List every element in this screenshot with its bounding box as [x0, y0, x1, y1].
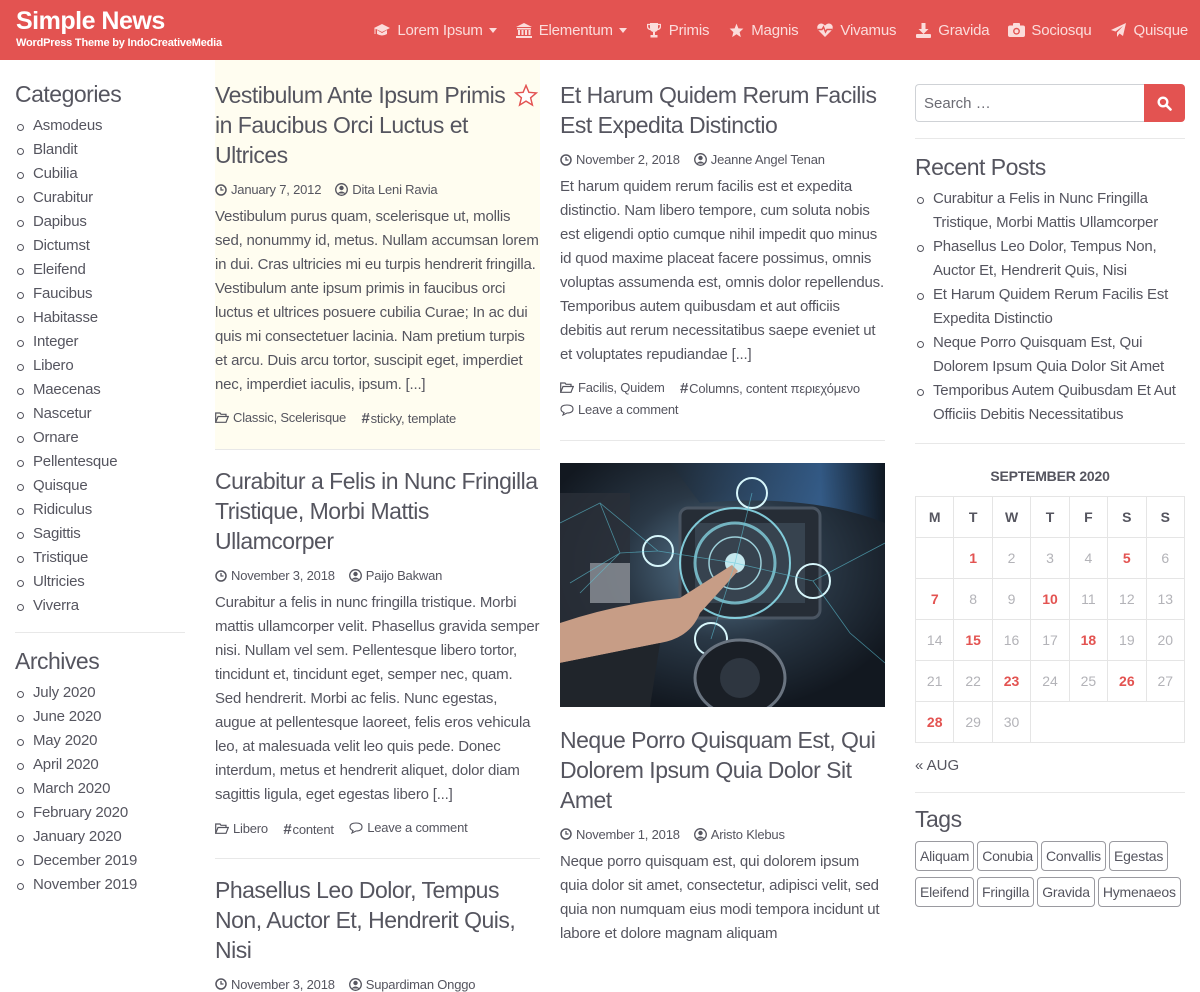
calendar-day-link[interactable]: 26 — [1108, 661, 1146, 702]
category-link[interactable]: Integer — [15, 330, 185, 354]
category-link[interactable]: Libero — [15, 354, 185, 378]
calendar-day-link[interactable]: 23 — [992, 661, 1030, 702]
comment-icon — [560, 404, 574, 416]
widget-title-tags: Tags — [915, 806, 962, 832]
heartbeat-icon — [816, 22, 834, 38]
hashtag-icon: # — [283, 820, 292, 838]
posts-column-1 — [215, 60, 540, 992]
archive-link[interactable]: December 2019 — [15, 849, 185, 873]
category-link[interactable]: Asmodeus — [15, 114, 185, 138]
bank-icon — [515, 22, 533, 38]
hashtag-icon: # — [680, 380, 689, 397]
calendar-week-row — [916, 702, 1185, 743]
calendar-day-link[interactable]: 7 — [916, 579, 954, 620]
weekday-header: M — [916, 497, 954, 538]
camera-icon — [1007, 22, 1025, 38]
tag-link[interactable]: Fringilla — [977, 877, 1034, 907]
weekday-header: W — [992, 497, 1030, 538]
calendar-day: 17 — [1031, 620, 1069, 661]
calendar-week-row — [916, 538, 1185, 579]
calendar-caption: SEPTEMBER 2020 — [990, 468, 1110, 484]
nav-item-magnis[interactable]: Magnis — [727, 22, 798, 39]
category-link[interactable]: Sagittis — [15, 522, 185, 546]
car-dashboard-image — [560, 463, 885, 707]
post-footer — [560, 377, 885, 422]
post-meta — [215, 182, 540, 197]
clock-icon — [215, 570, 227, 582]
tag-link[interactable]: Gravida — [1037, 877, 1095, 907]
clock-icon — [215, 184, 227, 196]
calendar-day: 30 — [992, 702, 1030, 743]
archive-link[interactable]: April 2020 — [15, 753, 185, 777]
calendar-week-row — [916, 661, 1185, 702]
site-title[interactable]: Simple News — [16, 7, 165, 35]
category-link[interactable]: Ornare — [15, 426, 185, 450]
comment-icon — [349, 822, 363, 834]
post-date[interactable]: November 2, 2018 — [560, 152, 680, 167]
widget-title-categories: Categories — [15, 81, 122, 107]
calendar-day: 14 — [916, 620, 954, 661]
recent-post-link[interactable]: Neque Porro Quisquam Est, Qui Dolorem Ipsum Quia Dolor Sit Amet — [915, 331, 1185, 379]
post-date[interactable]: November 3, 2018 — [215, 977, 335, 992]
post-date[interactable]: January 7, 2012 — [215, 182, 321, 197]
tag-link[interactable]: Eleifend — [915, 877, 974, 907]
category-link[interactable]: Blandit — [15, 138, 185, 162]
post-thumbnail[interactable] — [560, 463, 885, 707]
tags-widget — [915, 793, 1185, 913]
user-circle-icon — [349, 978, 362, 991]
calendar-day: 12 — [1108, 579, 1146, 620]
calendar-day: 27 — [1146, 661, 1184, 702]
recent-posts-widget — [915, 139, 1185, 427]
archive-link[interactable]: May 2020 — [15, 729, 185, 753]
calendar-day-link[interactable]: 28 — [916, 702, 954, 743]
category-link[interactable]: Pellentesque — [15, 450, 185, 474]
calendar-day-link[interactable]: 18 — [1069, 620, 1107, 661]
archive-link[interactable]: February 2020 — [15, 801, 185, 825]
post-title[interactable]: Neque Porro Quisquam Est, Qui Dolorem Ipsum Quia Dolor Sit Amet — [560, 726, 876, 813]
post-card — [560, 60, 885, 440]
category-link[interactable]: Ridiculus — [15, 498, 185, 522]
post-meta — [215, 568, 540, 583]
calendar-day: 16 — [992, 620, 1030, 661]
post-meta — [560, 827, 885, 842]
main-nav — [355, 0, 1188, 60]
calendar-day: 13 — [1146, 579, 1184, 620]
tag-cloud — [915, 841, 1185, 913]
categories-widget — [15, 60, 185, 618]
calendar-empty-cell — [1031, 702, 1185, 743]
site-header — [0, 0, 1200, 60]
tag-link[interactable]: Aliquam — [915, 841, 974, 871]
post-comments-link[interactable]: Leave a comment — [560, 399, 678, 420]
post-meta — [215, 977, 540, 992]
category-link[interactable]: Habitasse — [15, 306, 185, 330]
archives-widget — [15, 633, 185, 897]
calendar-day: 24 — [1031, 661, 1069, 702]
chevron-down-icon — [619, 28, 627, 33]
weekday-header: F — [1069, 497, 1107, 538]
calendar-day: 6 — [1146, 538, 1184, 579]
post-tags[interactable]: # sticky, template — [361, 410, 457, 427]
user-circle-icon — [694, 828, 707, 841]
graduation-cap-icon — [373, 22, 391, 38]
category-link[interactable]: Cubilia — [15, 162, 185, 186]
calendar-day: 11 — [1069, 579, 1107, 620]
calendar-day: 4 — [1069, 538, 1107, 579]
nav-item-vivamus[interactable]: Vivamus — [816, 22, 896, 39]
calendar-day: 25 — [1069, 661, 1107, 702]
calendar-day: 22 — [954, 661, 992, 702]
user-circle-icon — [335, 183, 348, 196]
category-link[interactable]: Faucibus — [15, 282, 185, 306]
right-sidebar — [915, 60, 1185, 913]
tag-link[interactable]: Hymenaeos — [1098, 877, 1181, 907]
calendar-day: 2 — [992, 538, 1030, 579]
calendar-day: 29 — [954, 702, 992, 743]
tag-link[interactable]: Conubia — [977, 841, 1038, 871]
category-link[interactable]: Quisque — [15, 474, 185, 498]
recent-post-link[interactable]: Temporibus Autem Quibusdam Et Aut Officiis Debitis Necessitatibus — [915, 379, 1185, 427]
folder-open-icon — [215, 412, 229, 423]
widget-title-recent-posts: Recent Posts — [915, 154, 1046, 180]
post-title[interactable]: Et Harum Quidem Rerum Facilis Est Expedita Distinctio — [560, 82, 877, 138]
post-categories[interactable]: Libero — [215, 818, 268, 839]
post-author[interactable]: Jeanne Angel Tenan — [694, 152, 825, 167]
posts-column-2 — [560, 60, 885, 946]
user-circle-icon — [694, 153, 707, 166]
post-card — [560, 441, 885, 946]
calendar-prev-month-link[interactable]: « AUG — [915, 757, 960, 774]
archive-link[interactable]: June 2020 — [15, 705, 185, 729]
calendar-day: 20 — [1146, 620, 1184, 661]
recent-post-link[interactable]: Et Harum Quidem Rerum Facilis Est Expedita Distinctio — [915, 283, 1185, 331]
post-title[interactable]: Phasellus Leo Dolor, Tempus Non, Auctor Et, Hendrerit Quis, Nisi — [215, 876, 516, 963]
paper-plane-icon — [1110, 22, 1128, 38]
archive-link[interactable]: July 2020 — [15, 681, 185, 705]
weekday-header: S — [1146, 497, 1184, 538]
clock-icon — [215, 978, 227, 990]
sticky-star-icon — [514, 84, 538, 112]
category-link[interactable]: Tristique — [15, 546, 185, 570]
download-icon — [914, 22, 932, 38]
post-categories[interactable]: Facilis, Quidem — [560, 377, 665, 398]
calendar-day: 19 — [1108, 620, 1146, 661]
post-title[interactable]: Vestibulum Ante Ipsum Primis in Faucibus Orci Luctus et Ultrices — [215, 82, 506, 168]
calendar-day-link[interactable]: 5 — [1108, 538, 1146, 579]
calendar-day: 8 — [954, 579, 992, 620]
calendar-day-link[interactable]: 15 — [954, 620, 992, 661]
post-excerpt: Vestibulum purus quam, scelerisque ut, mollis sed, nonummy id, metus. Nullam accumsan lorem in dui. Cras ultricies mi eu turpis hendrerit fringilla. Vestibulum ante ipsum primis in faucibus orci luctus et ultrices posuere cubilia Curae; In ac dui quis mi consectetuer lacinia. Nam pretium turpis et arcu. Duis arcu tortor, suscipit eget, imperdiet nec, imperdiet iaculis, ipsum. [...] — [215, 208, 539, 393]
archive-list — [15, 681, 185, 897]
post-card — [215, 859, 540, 992]
recent-post-link[interactable]: Curabitur a Felis in Nunc Fringilla Tristique, Morbi Mattis Ullamcorper — [915, 187, 1185, 235]
post-author[interactable]: Paijo Bakwan — [349, 568, 442, 583]
post-author[interactable]: Aristo Klebus — [694, 827, 785, 842]
category-link[interactable]: Dictumst — [15, 234, 185, 258]
post-meta — [560, 152, 885, 167]
tag-link[interactable]: Convallis — [1041, 841, 1106, 871]
post-comments-link[interactable]: Leave a comment — [349, 817, 467, 838]
archive-link[interactable]: November 2019 — [15, 873, 185, 897]
post-footer — [215, 407, 540, 429]
post-date[interactable]: November 3, 2018 — [215, 568, 335, 583]
category-link[interactable]: Viverra — [15, 594, 185, 618]
nav-item-elementum[interactable]: Elementum — [515, 22, 627, 39]
post-date[interactable]: November 1, 2018 — [560, 827, 680, 842]
category-link[interactable]: Maecenas — [15, 378, 185, 402]
post-tags[interactable]: # content — [283, 820, 334, 838]
star-icon — [727, 22, 745, 38]
clock-icon — [560, 828, 572, 840]
category-link[interactable]: Nascetur — [15, 402, 185, 426]
recent-post-link[interactable]: Phasellus Leo Dolor, Tempus Non, Auctor Et, Hendrerit Quis, Nisi — [915, 235, 1185, 283]
category-link[interactable]: Ultricies — [15, 570, 185, 594]
category-list — [15, 114, 185, 618]
weekday-header: T — [1031, 497, 1069, 538]
weekday-header: S — [1108, 497, 1146, 538]
site-branding — [16, 6, 222, 50]
post-footer — [215, 817, 540, 840]
category-link[interactable]: Dapibus — [15, 210, 185, 234]
calendar-day: 21 — [916, 661, 954, 702]
tag-link[interactable]: Egestas — [1109, 841, 1168, 871]
weekday-header: T — [954, 497, 992, 538]
widget-title-archives: Archives — [15, 648, 100, 674]
recent-posts-list — [915, 187, 1185, 427]
folder-open-icon — [560, 382, 574, 393]
post-excerpt: Neque porro quisquam est, qui dolorem ipsum quia dolor sit amet, consectetur, adipisci velit, sed quia non numquam eius modi tempora incidunt ut labore et dolore magnam aliquam — [560, 852, 880, 942]
post-card-sticky — [215, 60, 540, 449]
calendar-week-row — [916, 579, 1185, 620]
post-author[interactable]: Supardiman Onggo — [349, 977, 476, 992]
nav-item-quisque[interactable]: Quisque — [1110, 22, 1188, 39]
clock-icon — [560, 154, 572, 166]
search-input[interactable] — [915, 84, 1144, 122]
search-icon — [1157, 96, 1172, 111]
hashtag-icon: # — [361, 410, 370, 427]
post-card — [215, 450, 540, 858]
calendar-day: 9 — [992, 579, 1030, 620]
user-circle-icon — [349, 569, 362, 582]
post-categories[interactable]: Classic, Scelerisque — [215, 407, 346, 428]
category-link[interactable]: Eleifend — [15, 258, 185, 282]
nav-item-lorem-ipsum[interactable]: Lorem Ipsum — [373, 22, 496, 39]
post-title[interactable]: Curabitur a Felis in Nunc Fringilla Tristique, Morbi Mattis Ullamcorper — [215, 468, 538, 554]
category-link[interactable]: Curabitur — [15, 186, 185, 210]
nav-item-primis[interactable]: Primis — [645, 22, 709, 39]
calendar-widget — [915, 468, 1185, 774]
calendar-week-row — [916, 620, 1185, 661]
nav-item-gravida[interactable]: Gravida — [914, 22, 989, 39]
calendar-empty-cell — [916, 538, 954, 579]
search-form — [915, 84, 1185, 122]
site-tagline: WordPress Theme by IndoCreativeMedia — [16, 37, 222, 49]
calendar-day-link[interactable]: 10 — [1031, 579, 1069, 620]
divider — [915, 443, 1185, 444]
archive-link[interactable]: March 2020 — [15, 777, 185, 801]
calendar-table — [915, 496, 1185, 743]
post-excerpt: Et harum quidem rerum facilis est et expedita distinctio. Nam libero tempore, cum soluta nobis est eligendi optio cumque nihil impedit quo minus id quod maxime placeat facere possimus, omnis voluptas assumenda est, omnis dolor repellendus. Temporibus autem quibusdam et aut officiis debitis aut rerum necessitatibus saepe eveniet ut et voluptates repudiandae [...] — [560, 178, 884, 363]
left-sidebar — [15, 60, 185, 897]
nav-item-sociosqu[interactable]: Sociosqu — [1007, 22, 1091, 39]
post-tags[interactable]: # Columns, content περιεχόμενο — [680, 380, 860, 397]
trophy-icon — [645, 22, 663, 38]
calendar-day: 3 — [1031, 538, 1069, 579]
post-author[interactable]: Dita Leni Ravia — [335, 182, 437, 197]
search-button[interactable] — [1144, 84, 1185, 122]
folder-open-icon — [215, 823, 229, 834]
calendar-day-link[interactable]: 1 — [954, 538, 992, 579]
archive-link[interactable]: January 2020 — [15, 825, 185, 849]
post-excerpt: Curabitur a felis in nunc fringilla tristique. Morbi mattis ullamcorper velit. Phasellus gravida semper nisi. Nullam vel sem. Pellentesque libero tortor, tincidunt et, tincidunt eget, semper nec, quam. Sed hendrerit. Morbi ac felis. Nunc egestas, augue at pellentesque laoreet, felis eros vehicula leo, at malesuada velit leo quis pede. Donec interdum, metus et hendrerit aliquet, dolor diam sagittis ligula, eget egestas libero [...] — [215, 594, 540, 803]
chevron-down-icon — [489, 28, 497, 33]
